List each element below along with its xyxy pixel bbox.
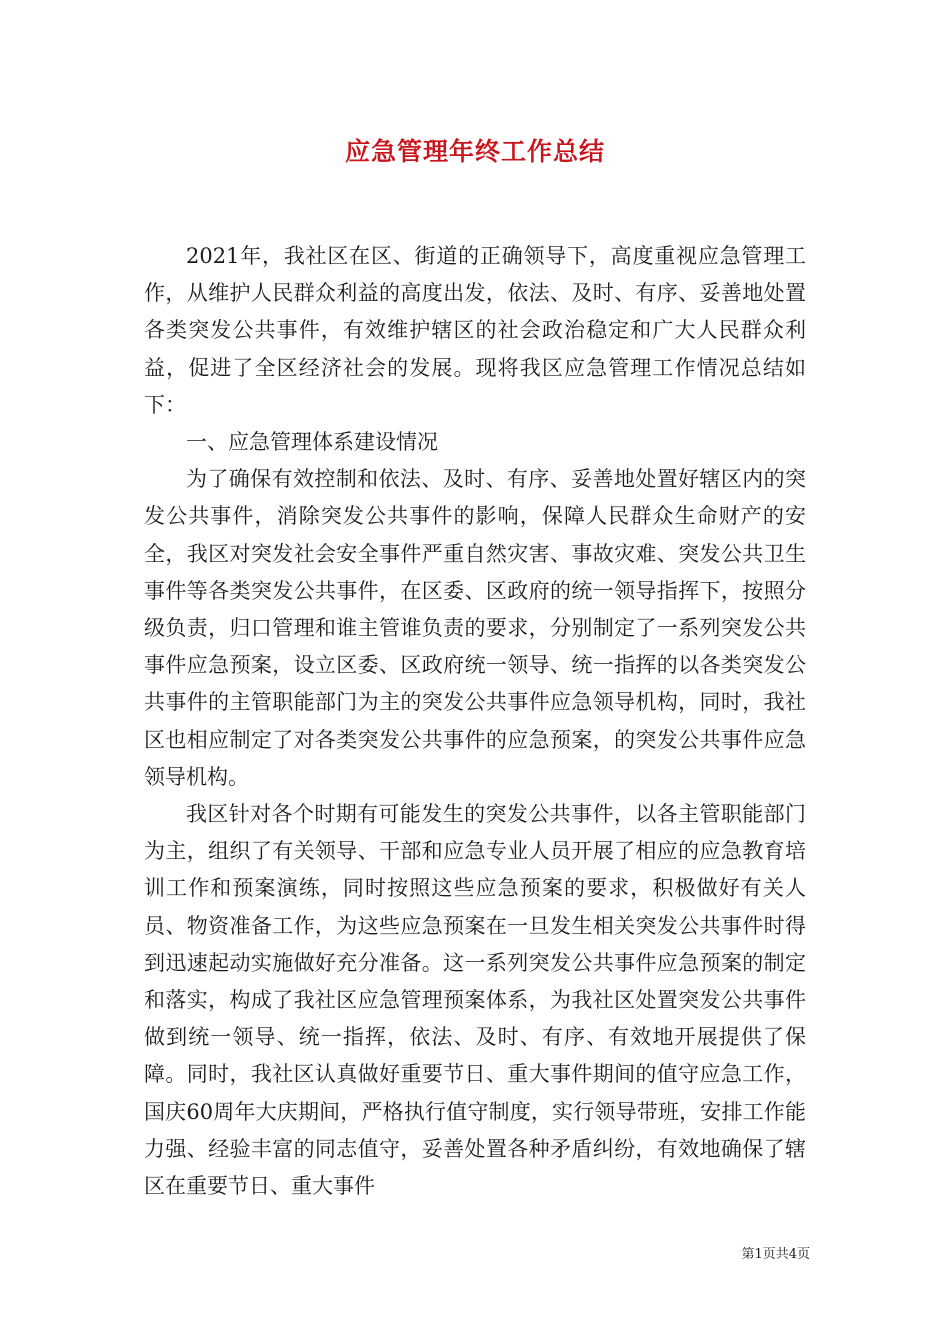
paragraph-section-1-b: 我区针对各个时期有可能发生的突发公共事件，以各主管职能部门为主，组织了有关领导、干部和应急专业人员开展了相应的应急教育培训工作和预案演练，同时按照这些应急预案的要求，积极做好有关人员、物资准备工作，为这些应急预案在一旦发生相关突发公共事件时得到迅速起动实施做好充分准备。这一系列突发公共事件应急预案的制定和落实，构成了我社区应急管理预案体系，为我社区处置突发公共事件做到统一领导、统一指挥，依法、及时、有序、有效地开展提供了保障。同时，我社区认真做好重要节日、重大事件期间的值守应急工作，国庆60周年大庆期间，严格执行值守制度，实行领导带班，安排工作能力强、经验丰富的同志值守，妥善处置各种矛盾纠纷，有效地确保了辖区在重要节日、重大事件 <box>144 802 806 1199</box>
section-heading-1: 一、应急管理体系建设情况 <box>186 430 438 455</box>
paragraph-section-1-a: 为了确保有效控制和依法、及时、有序、妥善地处置好辖区内的突发公共事件，消除突发公共事件的影响，保障人民群众生命财产的安全，我区对突发社会安全事件严重自然灾害、事故灾难、突发公共卫生事件等各类突发公共事件，在区委、区政府的统一领导指挥下，按照分级负责，归口管理和谁主管谁负责的要求，分别制定了一系列突发公共事件应急预案，设立区委、区政府统一领导、统一指挥的以各类突发公共事件的主管职能部门为主的突发公共事件应急领导机构，同时，我社区也相应制定了对各类突发公共事件的应急预案，的突发公共事件应急领导机构。 <box>144 467 806 789</box>
paragraph-intro: 2021年，我社区在区、街道的正确领导下，高度重视应急管理工作，从维护人民群众利益的高度出发，依法、及时、有序、妥善地处置各类突发公共事件，有效维护辖区的社会政治稳定和广大人民群众利益，促进了全区经济社会的发展。现将我区应急管理工作情况总结如下： <box>144 244 806 417</box>
document-title: 应急管理年终工作总结 <box>344 137 605 166</box>
document-body <box>144 238 806 1205</box>
page-number: 第1页共4页 <box>741 1247 810 1262</box>
